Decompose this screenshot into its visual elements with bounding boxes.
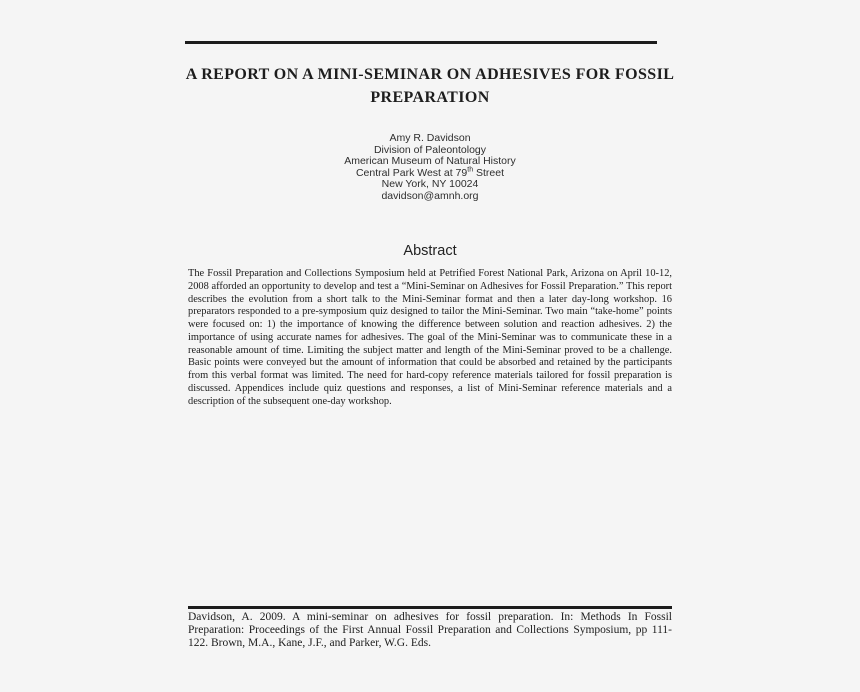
ordinal-superscript: th: [467, 166, 474, 174]
title-rule: [185, 41, 657, 44]
paper-title: [178, 63, 682, 109]
abstract-text: The Fossil Preparation and Collections Symposium held at Petrified Forest National Park, Arizona on April 10-12, 2008 afforded an opportunity to develop and test a “Mini-Seminar on Adhesives for Fossil Preparation.” This report describes the evolution from a short talk to the Mini-Seminar format and then a later day-long workshop. 16 preparators responded to a pre-symposium quiz designed to tailor the Mini-Seminar. Two main “take-home” points were focused on: 1) the importance of knowing the difference between solution and reaction adhesives. 2) the importance of using accurate names for adhesives. The goal of the Mini-Seminar was to communicate these in a reasonable amount of time. Limiting the subject matter and length of the Mini-Seminar proved to be a challenge. Basic points were conveyed but the amount of information that could be absorbed and retained by the participants from this verbal format was limited. The need for hard-copy reference materials tailored for fossil preparation is discussed. Appendices include quiz questions and responses, a list of Mini-Seminar reference materials and a description of the subsequent one-day workshop.: [188, 268, 672, 407]
author-name: Amy R. Davidson: [389, 132, 471, 144]
author-institution: American Museum of Natural History: [344, 155, 516, 168]
abstract-heading: Abstract: [403, 243, 457, 259]
author-division: Division of Paleontology: [373, 143, 487, 156]
author-block: [188, 133, 672, 203]
author-email: davidson@amnh.org: [381, 189, 479, 202]
paper-title-line1: A REPORT ON A MINI-SEMINAR ON ADHESIVES FOR FOSSIL: [185, 66, 675, 83]
citation-text: Davidson, A. 2009. A mini-seminar on adhesives for fossil preparation. In: Methods In Fossil Preparation: Proceedings of the First Annual Fossil Preparation and Collections Symposium, pp 111-122. Brown, M.A., Kane, J.F., and Parker, W.G. Eds.: [188, 611, 672, 650]
citation-rule: [188, 606, 672, 609]
author-city: New York, NY 10024: [381, 178, 479, 191]
paper-title-line2: PREPARATION: [370, 89, 490, 106]
author-street-address: Central Park West at 79th Street: [355, 166, 505, 179]
